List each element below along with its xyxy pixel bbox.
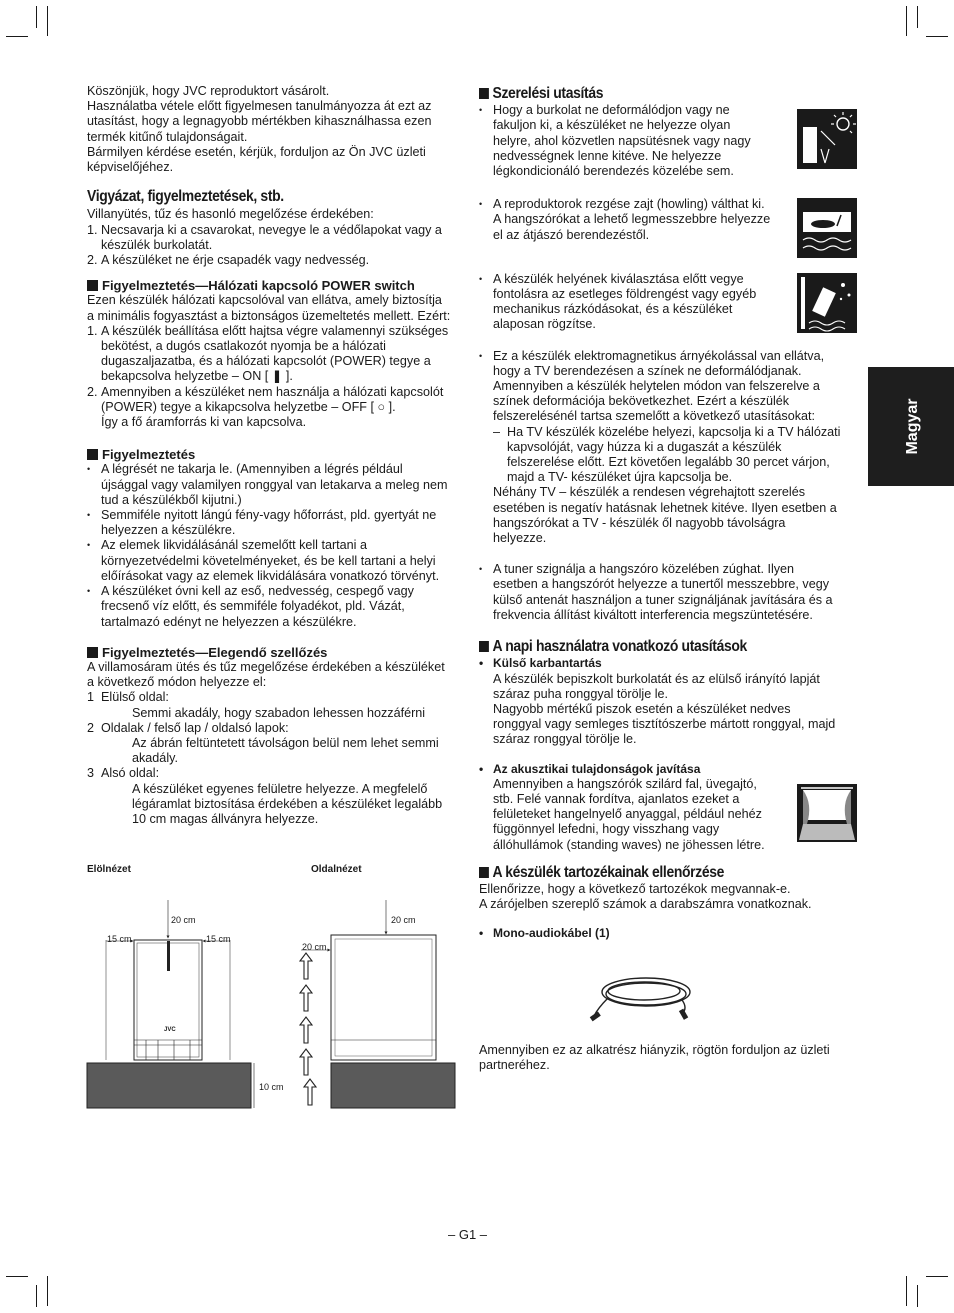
list-item: 2 Oldalak / felső lap / oldalsó lapok: Az ábrán feltüntetett távolságon belül nem lehet semmi akadály. (87, 720, 439, 766)
turntable-howling-icon (797, 198, 857, 258)
accessories-footer: Amennyiben ez az alkatrész hiányzik, rögtön forduljon az üzleti partneréhez. (479, 1043, 830, 1073)
care-text: A készülék bepiszkolt burkolatát és az elülső irányító lapját száraz puha ronggyal törölje le. Nagyobb mértékű piszok esetén a készüléket nedves ronggyal vagy semleges tisztítószerbe mártott ronggyal, majd száraz ronggyal törölje le. (493, 671, 836, 747)
earthquake-icon (797, 273, 857, 333)
list-item: • A készüléket óvni kell az eső, nedvesség, cespegő vagy frecsenő víz előtt, és semmiféle folyadékot, pld. Vázát, tartalmazó edényt ne helyezzen a készülékre. (87, 584, 467, 630)
crop-mark (906, 1276, 907, 1306)
dim-left: 15 cm (107, 934, 132, 944)
list-item: 1. A készülék beállítása előtt hajtsa végre valamennyi szükséges bekötést, a dugós csatlakozót nyomja be a hálózati dugaszaljazatba, és a hálózati kapcsolót (POWER) tegye a bekapcsolva helyzetbe – ON [ ❚ ]. (87, 323, 449, 384)
list-item: • A tuner szignálja a hangszóro közelében zúghat. Ilyen esetben a hangszórót helyezze a tunertől messzebbre, vegy külső antenát használjon a tuner szignáljának javítására és a frekvencia állítást kiváltott interferencia megszüntetésére. (479, 562, 864, 623)
caution-lead: Villanyütés, tűz és hasonló megelőzése érdekében: (87, 207, 374, 222)
caution-heading: Vigyázat, figyelmeztetések, stb. (87, 188, 284, 206)
sunlight-warning-icon (797, 109, 857, 169)
crop-mark (6, 1276, 28, 1277)
crop-mark (36, 1285, 37, 1307)
audio-cable-illustration (586, 970, 696, 1026)
list-item: • A készülék helyének kiválasztása előtt vegye fontolásra az esetleges földrengést vagy egyéb mechanikus rázkódásokat, és a készüléket alaposan rögzítse. (479, 272, 793, 333)
crop-mark (6, 36, 28, 37)
acoustic-subheading: • Az akusztikai tulajdonságok javítása (479, 762, 864, 777)
accessories-heading: A készülék tartozékainak ellenőrzése (479, 865, 826, 880)
warnings-heading: Figyelmeztetés (87, 447, 467, 462)
list-item: 2. Amennyiben a készüléket nem használja a hálózati kapcsolót (POWER) tegye a kikapcsolva helyzetbe – OFF [ ○ ]. Így a fő áramforrás ki van kapcsolva. (87, 384, 444, 430)
crop-mark (926, 1276, 948, 1277)
curtain-room-icon (797, 784, 857, 842)
dim-top-side: 20 cm (391, 915, 416, 925)
list-item: • Ez a készülék elektromagnetikus árnyékolással van ellátva, hogy a TV berendezésen a színek ne deformálódjanak. Amennyiben a készülék helytelen módon van felszerelve a színek deformációja bekövetkezhet. Ezért a készülék felszerelésénél tartsa szemelőtt a következő utasításokat: (479, 349, 864, 425)
list-item: 2. A készüléket ne érje csapadék vagy nedvesség. (87, 253, 370, 268)
list-item: • A reproduktorok rezgése zajt (howling) válthat ki. A hangszórókat a lehető legmesszebbre helyezze el az átjászó berendezéstől. (479, 197, 793, 243)
stand-front (87, 1063, 251, 1108)
dim-right: 15 cm (206, 934, 231, 944)
care-subheading: • Külső karbantartás (479, 656, 864, 671)
crop-mark (47, 1276, 48, 1306)
page-number: – G1 – (448, 1227, 488, 1242)
crop-mark (47, 6, 48, 36)
list-item: • A légrését ne takarja le. (Amennyiben a légrés például újsággal vagy valamilyen ronggyal van letakarva a meleg nem tud a készülékből kijutni.) (87, 462, 467, 508)
acoustic-text: Amennyiben a hangszórók szilárd fal, üvegajtó, stb. Felé vannak fordítva, ajanlatos ezeket a felületeket hangelnyelő anyaggal, például nehéz függönnyel lefedni, hogy visszhang vagy állóhullámok (standing waves) ne jöhessen létre. (493, 776, 765, 852)
crop-mark (36, 6, 37, 28)
install-heading: Szerelési utasítás (479, 86, 826, 101)
list-item: 1. Necsavarja ki a csavarokat, nevegye le a védőlapokat vagy a készülék burkolatát. (87, 222, 442, 252)
list-item: – Ha TV készülék közelébe helyezi, kapcsolja ki a TV hálózati kapvsolóját, vagy húzza ki a dugaszát a készülék felszerelése előtt. Ezt követően legalább 30 percet várjon, majd a TV- készüléket újra kapcsolja be. (493, 424, 841, 485)
crop-mark (926, 36, 948, 37)
crop-mark (917, 6, 918, 28)
list-item: 1 Elülső oldal: Semmi akadály, hogy szabadon lehessen hozzáférni (87, 690, 426, 720)
dim-bottom: 10 cm (259, 1082, 284, 1092)
accessory-item: • Mono-audiokábel (1) (479, 926, 864, 941)
list-item: • Hogy a burkolat ne deformálódjon vagy ne fakuljon ki, a készüléket ne helyezze olyan helyre, ahol közvetlen napsütésnek vagy nagy nedvességnek lenne kitéve. Ne helyezze légkondicionáló berendezés közelébe sem. (479, 103, 793, 179)
daily-heading: A napi használatra vonatkozó utasítások (479, 639, 826, 654)
list-item: 3 Alsó oldal: A készüléket egyenes felületre helyezze. A megfelelő légáramlat biztosítása érdekében a készüléket legalább 10 cm magas állványra helyezze. (87, 766, 443, 826)
language-tab: Magyar (868, 367, 954, 486)
front-view-label: Elölnézet (87, 864, 131, 875)
vent-heading: Figyelmeztetés—Elegendő szellőzés (87, 645, 467, 660)
stand-side (331, 1063, 455, 1108)
list-item: • Semmiféle nyitott lángú fény-vagy hőforrást, pld. gyertyát ne helyezzen a készülékre. (87, 508, 467, 538)
brand-logo: JVC (164, 1027, 176, 1033)
crop-mark (906, 6, 907, 36)
speaker-side-view (331, 935, 436, 1060)
side-view-label: Oldalnézet (311, 864, 362, 875)
tv-note: Néhány TV – készülék a rendesen végrehajtott szerelés esetében is negatív hatásnak lehetnek kitéve. Ilyen esetben a hangszórókat a TV - készülék ől nagyobb távolságra helyezze. (493, 485, 837, 546)
dim-top-front: 20 cm (171, 915, 196, 925)
dim-side-front: 20 cm (302, 942, 327, 952)
power-heading: Figyelmeztetés—Hálózati kapcsoló POWER switch (87, 278, 467, 293)
airflow-arrows (300, 953, 316, 1105)
list-item: • Az elemek likvidálásánál szemelőtt kell tartani a környezetvédelmi követelményeket, és be kell tartani a helyi előírásokat vagy az elemek likvidálására vonatkozó törvényt. (87, 538, 467, 584)
crop-mark (917, 1285, 918, 1307)
intro-text: Köszönjük, hogy JVC reproduktort vásárolt. Használatba vétele előtt figyelmesen tanulmányozza át ezt az utasítást, hogy a legnagyobb mértékben kihasználhassa ezen termék kitűnő tulajdonságait. Bármilyen kérdése esetén, kérjük, forduljon az Ön JVC üzleti képviselőjéhez. (87, 84, 432, 175)
left-column: Köszönjük, hogy JVC reproduktort vásárolt. Használatba vétele előtt figyelmesen tanulmányozza át ezt az utasítást, hogy a legnagyobb mértékben kihasználhassa ezen termék kitűnő tulajdonságait. Bármilyen kérdése esetén, kérjük, forduljon az Ön JVC üzleti képviselőjéhez. Vigyázat, figyelmeztetések, stb. Villanyütés, tűz és hasonló megelőzése érdekében: 1. Necsavarja ki a csavarokat, nevegye le a védőlapokat vagy a készülék burkolatát. 2. A készüléket ne érje csapadék vagy nedvesség. Figyelmeztetés—Hálózati kapcsoló POWER switch Ezen készülék hálózati kapcsolóval van ellátva, amely biztosítja a minimális fogyasztást a biztonságos üzemeltetés mellett. Ezért: 1. A készülék beállítása előtt hajtsa végre valamennyi szükséges bekötést, a dugós csatlakozót nyomja be a hálózati dugaszaljazatba, és a hálózati kapcsolót (POWER) tegye a bekapcsolva helyzetbe – ON [ ❚ ]. 2. Amennyiben a készüléket nem használja a hálózati kapcsolót (POWER) tegye a kikapcsolva helyzetbe – OFF [ ○ ]. Így a fő áramforrás ki van kapcsolva. Figyelmeztetés • A légrését ne takarja le. (Amennyiben a légrés például újsággal vagy valamilyen ronggyal van letakarva a meleg nem tud a készülékből kijutni.) • Semmiféle nyitott lángú fény-vagy hőforrást, pld. gyertyát ne helyezzen a készülékre. • Az elemek likvidálásánál szemelőtt kell tartani a környezetvédelmi követelményeket, és be kell tartani a helyi előírásokat vagy az elemek likvidálására vonatkozó törvényt. • A készüléket óvni kell az eső, nedvesség, cespegő vagy frecsenő víz előtt, és semmiféle folyadékot, pld. Vázát, tartalmazó edényt ne helyezzen a készülékre. Figyelmeztetés—Elegendő szellőzés A villamosáram ütés és tűz megelőzése érdekében a készüléket a következő módon helyezze el: 1 Elülső oldal: Semmi akadály, hogy szabadon lehessen hozzáférni 2 Oldalak / felső lap / oldalsó lapok: Az ábrán feltüntetett távolságon belül nem lehet semmi akadály. 3 Alsó oldal: A készüléket egyenes felületre helyezze. A megfelelő légáramlat biztosítása érdekében a készüléket legalább 10 cm magas állványra helyezze. (87, 84, 467, 827)
right-column: Szerelési utasítás • Hogy a burkolat ne deformálódjon vagy ne fakuljon ki, a készüléket ne helyezze olyan helyre, ahol közvetlen napsütésnek vagy nagy nedvességnek lenne kitéve. Ne helyezze légkondicionáló berendezés közelébe sem. • A reproduktorok rezgése zajt (howling) válthat ki. A hangszórókat a lehető legmesszebbre helyezze el az átjászó berendezéstől. • A készülék helyének kiválasztása előtt vegye fontolásra az esetleges földrengést vagy egyéb mechanikus rázkódásokat, és a készüléket alaposan rögzítse. • Ez a készülék elektromagnetikus árnyékolással van ellátva, hogy a TV berendezésen a színek ne deformálódjanak. Amennyiben a készülék helytelen módon van felszerelve a színek deformációja bekövetkezhet. Ezért a készülék felszerelésénél tartsa szemelőtt a következő utasításokat: – Ha TV készülék közelébe helyezi, kapcsolja ki a TV hálózati kapvsolóját, vagy húzza ki a dugaszát a készülék felszerelése előtt. Ezt követően legalább 30 percet várjon, majd a TV- készüléket újra kapcsolja be. Néhány TV – készülék a rendesen végrehajtott szerelés esetében is negatív hatásnak lehetnek kitéve. Ilyen esetben a hangszórókat a TV - készülék ől nagyobb távolságra helyezze. • A tuner szignálja a hangszóro közelében zúghat. Ilyen esetben a hangszórót helyezze a tunertől messzebbre, vegy külső antenát használjon a tuner szignáljának javítására és a frekvencia állítást kiváltott interferencia megszüntetésére. A napi használatra vonatkozó utasítások • Külső karbantartás A készülék bepiszkolt burkolatát és az elülső irányító lapját száraz puha ronggyal törölje le. Nagyobb mértékű piszok esetén a készüléket nedves ronggyal vagy semleges tisztítószerbe mártott ronggyal, majd száraz ronggyal törölje le. • Az akusztikai tulajdonságok javítása Amennyiben a hangszórók szilárd fal, üvegajtó, stb. Felé vannak fordítva, ajanlatos ezeket a felületeket hangelnyelő anyaggal, például nehéz függönnyel lefedni, hogy visszhang vagy állóhullámok (standing waves) ne jöhessen létre. A készülék tartozékainak ellenőrzése Ellenőrizze, hogy a következő tartozékok megvannak-e. A zárójelben szereplő számok a darabszámra vonatkoznak. • Mono-audiokábel (1) (479, 86, 864, 942)
